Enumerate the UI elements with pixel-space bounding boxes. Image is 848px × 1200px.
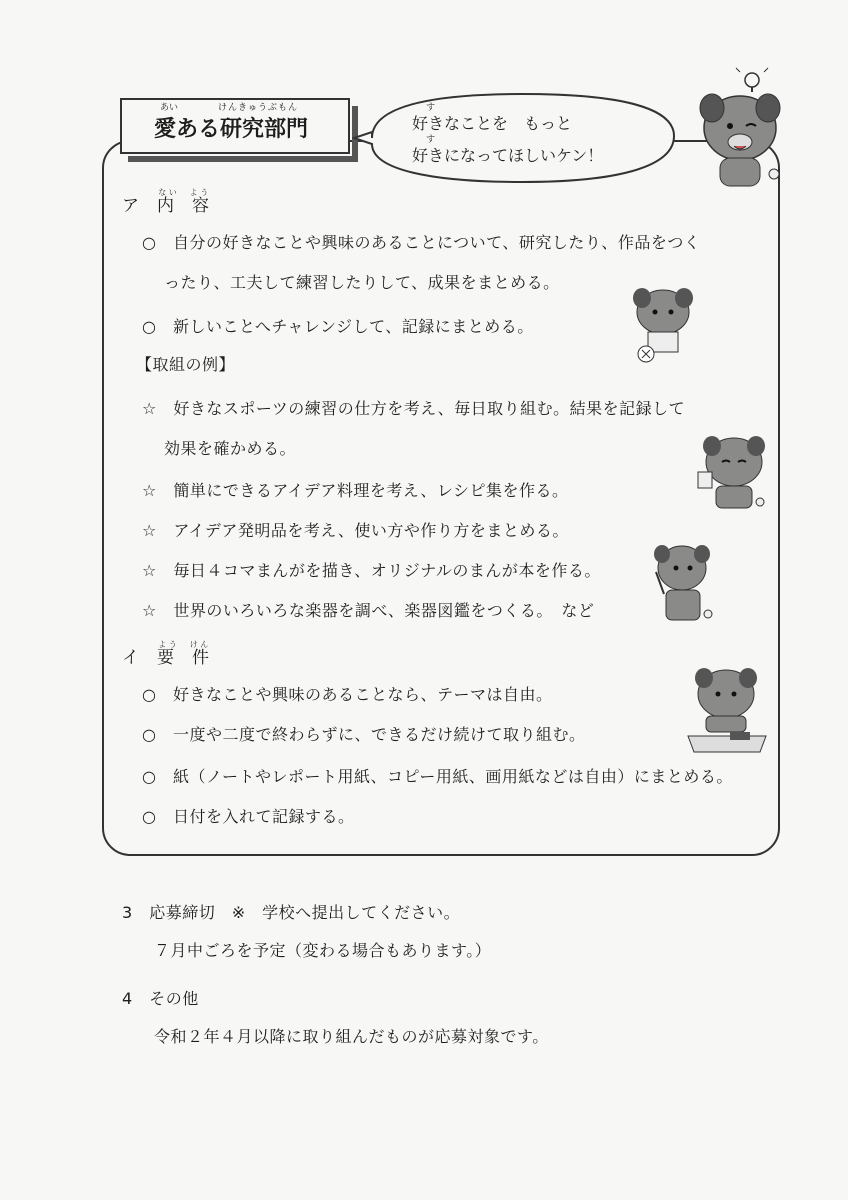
example-4-text: 毎日４コマまんがを描き、オリジナルのまんが本を作る。 [173,561,601,580]
example-2 [142,478,568,501]
examples-heading: 【取組の例】 [136,355,236,374]
item-3-line [122,900,460,923]
bubble-ruby-1: す [426,103,436,113]
mascot-drawing-icon [650,540,720,626]
bullet-symbol: ○ [142,767,157,786]
mascot-desk-icon [684,666,770,756]
bullet-a1-text-1: 自分の好きなことや興味のあることについて、研究したり、作品をつく [172,233,701,252]
item-4-line [122,986,199,1009]
bullet-a2-text: 新しいことへチャレンジして、記録にまとめる。 [172,317,534,336]
star-symbol: ☆ [142,601,157,620]
item-4-detail: 令和２年４月以降に取り組んだものが応募対象です。 [154,1027,549,1046]
section-i-marker: イ [122,648,140,668]
bubble-text [412,108,603,172]
section-i-ruby: よう けん [157,640,210,649]
bullet-symbol: ○ [142,233,157,252]
star-symbol: ☆ [142,399,157,418]
item-3-detail: ７月中ごろを予定（変わる場合もあります。） [154,941,492,960]
example-1-line1 [142,396,685,419]
mascot-cooking-icon [690,432,770,512]
section-i-heading [122,640,210,668]
example-1-line2: 効果を確かめる。 [164,439,297,458]
bullet-symbol: ○ [142,725,157,744]
requirement-3 [142,764,733,787]
star-symbol: ☆ [142,561,157,580]
requirement-2 [142,722,586,745]
example-5-text: 世界のいろいろな楽器を調べ、楽器図鑑をつくる。 など [173,601,595,620]
item-3-label: 応募締切 [149,903,216,922]
section-a-heading [122,188,210,216]
requirement-4 [142,804,355,827]
item-4-number: 4 [122,989,133,1008]
example-3 [142,518,569,541]
requirement-2-text: 一度や二度で終わらずに、できるだけ続けて取り組む。 [172,725,586,744]
mascot-soccer-icon [628,284,698,364]
section-a-marker: ア [122,196,140,216]
bullet-a2 [142,314,534,337]
section-i-title: 要 件 [157,648,210,668]
mascot-lightbulb-icon [690,66,790,196]
section-a-ruby: ない よう [157,188,210,197]
bubble-line-2: 好きになってほしいケン！ [412,146,604,165]
bubble-line-1: 好きなことを もっと [412,114,573,133]
example-2-text: 簡単にできるアイデア料理を考え、レシピ集を作る。 [173,481,569,500]
item-4-label: その他 [149,989,199,1008]
example-3-text: アイデア発明品を考え、使い方や作り方をまとめる。 [173,521,569,540]
example-5 [142,598,594,621]
title-ruby-rest: けんきゅうぶもん [218,103,299,113]
section-a-title: 内 容 [157,196,210,216]
star-symbol: ☆ [142,481,157,500]
section-title: 愛ある研究部門 [154,117,309,142]
bullet-a1-line2: ったり、工夫して練習したりして、成果をまとめる。 [164,273,560,292]
item-3-note: ※ 学校へ提出してください。 [231,903,461,922]
requirement-4-text: 日付を入れて記録する。 [172,807,355,826]
star-symbol: ☆ [142,521,157,540]
example-4 [142,558,601,581]
bullet-symbol: ○ [142,317,157,336]
title-ruby-ai: あい [160,103,179,113]
requirement-1-text: 好きなことや興味のあることなら、テーマは自由。 [172,685,553,704]
bullet-a1-line1 [142,230,700,253]
requirement-3-text: 紙（ノートやレポート用紙、コピー用紙、画用紙などは自由）にまとめる。 [172,767,733,786]
item-3-number: 3 [122,903,133,922]
bubble-ruby-2: す [426,135,436,145]
example-1-text-1: 好きなスポーツの練習の仕方を考え、毎日取り組む。結果を記録して [173,399,686,418]
requirement-1 [142,682,553,705]
bullet-symbol: ○ [142,685,157,704]
bullet-symbol: ○ [142,807,157,826]
